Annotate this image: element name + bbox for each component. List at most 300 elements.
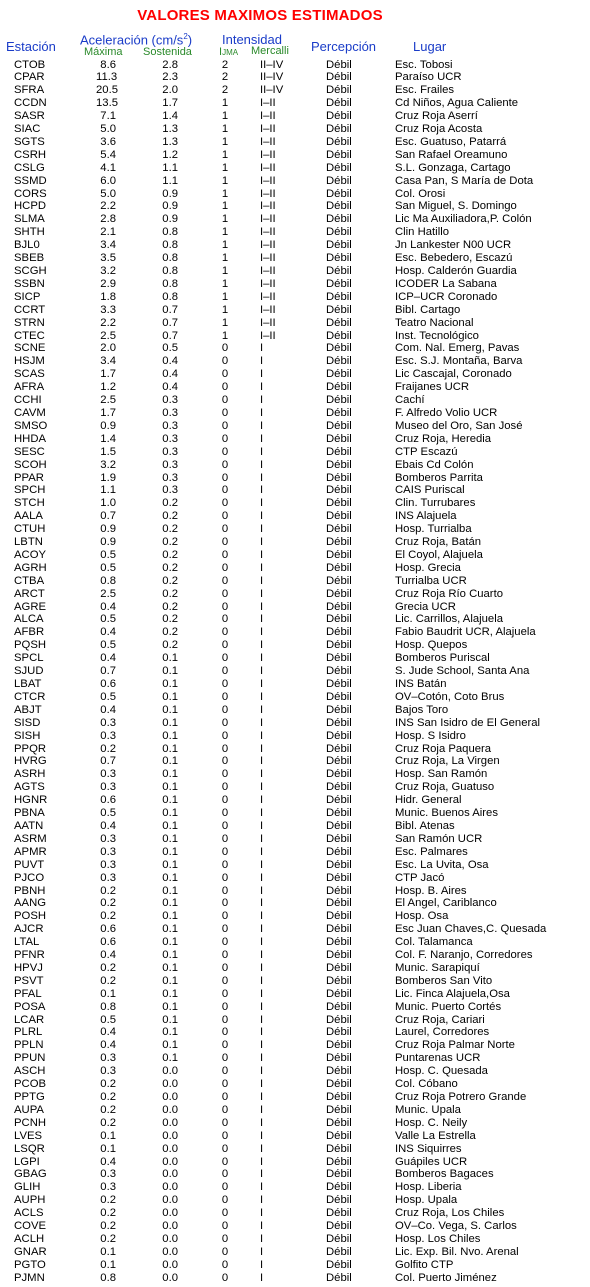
location: Puntarenas UCR xyxy=(395,1052,481,1065)
mercalli-intensity: I xyxy=(260,1116,264,1129)
sustained-acceleration: 0.1 xyxy=(162,1000,178,1013)
ijma-intensity: 1 xyxy=(221,213,229,226)
ijma-intensity: 1 xyxy=(221,110,229,123)
station-code: AGRH xyxy=(14,561,47,574)
location: Munic. Buenos Aires xyxy=(395,807,498,820)
station-code: ASRM xyxy=(14,832,47,845)
table-row xyxy=(0,1233,590,1246)
ijma-intensity: 0 xyxy=(221,781,229,794)
sustained-acceleration: 0.1 xyxy=(162,845,178,858)
ijma-intensity: 0 xyxy=(221,923,229,936)
station-code: CCDN xyxy=(14,97,47,110)
perception: Débil xyxy=(326,419,352,432)
table-row xyxy=(0,885,590,898)
station-code: CTCR xyxy=(14,690,46,703)
mercalli-intensity: I–II xyxy=(260,97,276,110)
max-acceleration: 3.2 xyxy=(100,265,116,277)
sustained-acceleration: 0.2 xyxy=(162,600,178,613)
ijma-intensity: 0 xyxy=(221,381,229,394)
station-code: GNAR xyxy=(14,1245,47,1258)
station-code: PJCO xyxy=(14,871,45,884)
page-title: VALORES MAXIMOS ESTIMADOS xyxy=(137,7,383,24)
station-code: SCAS xyxy=(14,368,45,381)
station-code: SLMA xyxy=(14,213,45,226)
ijma-intensity: 1 xyxy=(221,329,229,342)
station-code: AGTS xyxy=(14,781,45,794)
location: Cruz Roja Potrero Grande xyxy=(395,1091,527,1103)
table-row xyxy=(0,910,590,923)
table-row xyxy=(0,368,590,381)
station-code: SSBN xyxy=(14,277,45,290)
station-code: PCOB xyxy=(14,1078,47,1091)
perception: Débil xyxy=(326,123,352,136)
station-code: SISH xyxy=(14,729,41,742)
perception: Débil xyxy=(326,316,352,329)
location: Munic. Puerto Cortés xyxy=(395,1000,502,1013)
max-acceleration: 0.9 xyxy=(100,536,116,549)
mercalli-intensity: I xyxy=(260,497,264,510)
max-acceleration: 0.3 xyxy=(100,781,116,794)
mercalli-intensity: I xyxy=(260,716,264,729)
mercalli-intensity: I xyxy=(260,600,264,613)
ijma-intensity: 0 xyxy=(221,1039,229,1052)
perception: Débil xyxy=(326,174,352,187)
table-row xyxy=(0,304,590,317)
ijma-intensity: 0 xyxy=(221,587,229,600)
station-code: CCHI xyxy=(14,394,42,407)
mercalli-intensity: I xyxy=(260,536,264,549)
sustained-acceleration: 1.2 xyxy=(162,148,178,161)
station-code: ASCH xyxy=(14,1065,46,1078)
station-code: AGRE xyxy=(14,600,47,613)
mercalli-intensity: I xyxy=(260,1013,264,1026)
station-code: ASRH xyxy=(14,768,46,781)
table-row xyxy=(0,226,590,239)
sustained-acceleration: 1.3 xyxy=(162,123,178,136)
table-row xyxy=(0,110,590,123)
sustained-acceleration: 0.3 xyxy=(162,419,178,432)
station-code: PSVT xyxy=(14,974,44,987)
ijma-intensity: 0 xyxy=(221,1194,229,1207)
ijma-intensity: 1 xyxy=(221,148,229,161)
location: Cruz Roja, La Virgen xyxy=(395,755,500,768)
ijma-intensity: 0 xyxy=(221,497,229,510)
table-row xyxy=(0,1104,590,1117)
location: Ebais Cd Colón xyxy=(395,458,474,471)
station-code: PFAL xyxy=(14,987,42,1000)
mercalli-intensity: II–IV xyxy=(260,58,284,71)
table-row xyxy=(0,59,590,72)
location: Cd Niños, Agua Caliente xyxy=(395,97,519,110)
sustained-acceleration: 0.0 xyxy=(162,1091,178,1103)
perception: Débil xyxy=(326,626,352,639)
perception: Débil xyxy=(326,1091,352,1103)
mercalli-intensity: I xyxy=(260,729,264,742)
perception: Débil xyxy=(326,703,352,716)
station-code: LVES xyxy=(14,1129,43,1142)
sustained-acceleration: 0.3 xyxy=(162,484,178,497)
ijma-intensity: 0 xyxy=(221,639,229,652)
max-acceleration: 13.5 xyxy=(96,97,118,110)
ijma-intensity: 0 xyxy=(221,458,229,471)
ijma-intensity: 1 xyxy=(221,200,229,213)
ijma-intensity: 1 xyxy=(221,252,229,265)
perception: Débil xyxy=(326,613,352,626)
location: Bomberos Bagaces xyxy=(395,1168,494,1181)
table-row xyxy=(0,859,590,872)
max-acceleration: 8.6 xyxy=(100,58,116,71)
max-acceleration: 0.1 xyxy=(100,1142,116,1155)
max-acceleration: 5.0 xyxy=(100,187,116,200)
table-row xyxy=(0,1207,590,1220)
perception: Débil xyxy=(326,652,352,665)
mercalli-intensity: I xyxy=(260,368,264,381)
sustained-acceleration: 1.1 xyxy=(162,174,178,187)
ijma-intensity: 0 xyxy=(221,794,229,807)
table-row xyxy=(0,394,590,407)
mercalli-intensity: I xyxy=(260,458,264,471)
sustained-acceleration: 0.1 xyxy=(162,665,178,678)
location: OV–Co. Vega, S. Carlos xyxy=(395,1220,517,1233)
ijma-intensity: 0 xyxy=(221,613,229,626)
mercalli-intensity: I xyxy=(260,381,264,394)
perception: Débil xyxy=(326,690,352,703)
station-code: LCAR xyxy=(14,1013,45,1026)
sustained-acceleration: 0.1 xyxy=(162,923,178,936)
station-code: ABJT xyxy=(14,703,42,716)
station-code: PJMN xyxy=(14,1271,45,1284)
ijma-intensity: 0 xyxy=(221,987,229,1000)
mercalli-intensity: I xyxy=(260,561,264,574)
mercalli-intensity: I xyxy=(260,355,264,368)
table-row xyxy=(0,768,590,781)
table-row xyxy=(0,872,590,885)
max-acceleration: 2.0 xyxy=(100,342,116,355)
sustained-acceleration: 0.3 xyxy=(162,432,178,445)
station-code: LBAT xyxy=(14,678,42,690)
perception: Débil xyxy=(326,187,352,200)
location: Hosp. Los Chiles xyxy=(395,1232,481,1245)
sustained-acceleration: 0.1 xyxy=(162,819,178,832)
perception: Débil xyxy=(326,84,352,97)
table-row xyxy=(0,355,590,368)
location: Bomberos Parrita xyxy=(395,471,483,484)
station-code: HGNR xyxy=(14,794,48,807)
ijma-intensity: 0 xyxy=(221,652,229,665)
table-row xyxy=(0,588,590,601)
mercalli-intensity: I xyxy=(260,1129,264,1142)
mercalli-intensity: I xyxy=(260,626,264,639)
max-acceleration: 2.1 xyxy=(100,226,116,239)
sustained-acceleration: 0.1 xyxy=(162,1013,178,1026)
station-code: AUPA xyxy=(14,1103,44,1116)
mercalli-intensity: I xyxy=(260,1091,264,1103)
location: INS Siquirres xyxy=(395,1142,462,1155)
ijma-intensity: 0 xyxy=(221,1245,229,1258)
station-code: PCNH xyxy=(14,1116,47,1129)
sustained-acceleration: 0.4 xyxy=(162,368,178,381)
max-acceleration: 0.4 xyxy=(100,600,116,613)
table-row xyxy=(0,820,590,833)
perception: Débil xyxy=(326,678,352,690)
mercalli-intensity: I xyxy=(260,1207,264,1220)
location: Lic. Exp. Bil. Nvo. Arenal xyxy=(395,1245,519,1258)
table-row xyxy=(0,988,590,1001)
ijma-intensity: 0 xyxy=(221,510,229,523)
sustained-acceleration: 0.0 xyxy=(162,1207,178,1220)
station-code: HSJM xyxy=(14,355,45,368)
max-acceleration: 0.4 xyxy=(100,1155,116,1168)
table-row xyxy=(0,136,590,149)
location: S. Jude School, Santa Ana xyxy=(395,665,530,678)
location: Casa Pan, S María de Dota xyxy=(395,174,534,187)
perception: Débil xyxy=(326,923,352,936)
mercalli-intensity: I xyxy=(260,523,264,536)
perception: Débil xyxy=(326,961,352,974)
ijma-intensity: 0 xyxy=(221,548,229,561)
ijma-intensity: 1 xyxy=(221,97,229,110)
table-row xyxy=(0,342,590,355)
ijma-intensity: 1 xyxy=(221,226,229,239)
perception: Débil xyxy=(326,265,352,277)
location: Cruz Roja, Cariari xyxy=(395,1013,485,1026)
table-row xyxy=(0,239,590,252)
max-acceleration: 0.2 xyxy=(100,897,116,910)
max-acceleration: 0.8 xyxy=(100,1271,116,1284)
table-row xyxy=(0,1194,590,1207)
max-acceleration: 1.0 xyxy=(100,497,116,510)
ijma-intensity: 1 xyxy=(221,277,229,290)
perception: Débil xyxy=(326,1207,352,1220)
mercalli-intensity: I xyxy=(260,1078,264,1091)
max-acceleration: 0.5 xyxy=(100,548,116,561)
table-row xyxy=(0,149,590,162)
table-row xyxy=(0,1130,590,1143)
ijma-intensity: 0 xyxy=(221,1052,229,1065)
ijma-intensity: 1 xyxy=(221,187,229,200)
max-acceleration: 3.5 xyxy=(100,252,116,265)
station-code: POSH xyxy=(14,910,47,923)
station-code: CAVM xyxy=(14,406,46,419)
table-row xyxy=(0,1001,590,1014)
max-acceleration: 0.2 xyxy=(100,974,116,987)
ijma-intensity: 0 xyxy=(221,858,229,871)
station-code: PUVT xyxy=(14,858,45,871)
station-code: CTOB xyxy=(14,58,46,71)
ijma-intensity: 0 xyxy=(221,1116,229,1129)
sustained-acceleration: 0.0 xyxy=(162,1155,178,1168)
ijma-intensity: 0 xyxy=(221,690,229,703)
location: Paraíso UCR xyxy=(395,71,462,84)
sustained-acceleration: 0.1 xyxy=(162,910,178,923)
mercalli-intensity: I xyxy=(260,884,264,897)
perception: Débil xyxy=(326,200,352,213)
station-code: PBNH xyxy=(14,884,46,897)
table-row xyxy=(0,549,590,562)
mercalli-intensity: I–II xyxy=(260,252,276,265)
perception: Débil xyxy=(326,781,352,794)
perception: Débil xyxy=(326,1271,352,1284)
perception: Débil xyxy=(326,1103,352,1116)
sustained-acceleration: 1.7 xyxy=(162,97,178,110)
station-code: PPLN xyxy=(14,1039,44,1052)
table-row xyxy=(0,1117,590,1130)
max-acceleration: 1.7 xyxy=(100,406,116,419)
sustained-acceleration: 0.0 xyxy=(162,1258,178,1271)
table-row xyxy=(0,252,590,265)
perception: Débil xyxy=(326,406,352,419)
perception: Débil xyxy=(326,1194,352,1207)
max-acceleration: 2.5 xyxy=(100,329,116,342)
mercalli-intensity: I xyxy=(260,510,264,523)
table-row xyxy=(0,330,590,343)
station-code: AALA xyxy=(14,510,43,523)
location: Hosp. Turrialba xyxy=(395,523,472,536)
perception: Débil xyxy=(326,755,352,768)
mercalli-intensity: I xyxy=(260,1155,264,1168)
mercalli-intensity: I xyxy=(260,819,264,832)
location: ICP–UCR Coronado xyxy=(395,290,498,303)
station-code: CTEC xyxy=(14,329,45,342)
table-row xyxy=(0,213,590,226)
station-code: CTUH xyxy=(14,523,46,536)
table-row xyxy=(0,317,590,330)
table-row xyxy=(0,497,590,510)
location: Cruz Roja, Los Chiles xyxy=(395,1207,505,1220)
table-row xyxy=(0,601,590,614)
table-row xyxy=(0,1065,590,1078)
location: Col. F. Naranjo, Corredores xyxy=(395,949,533,962)
max-acceleration: 11.3 xyxy=(96,71,118,84)
max-acceleration: 0.6 xyxy=(100,678,116,690)
perception: Débil xyxy=(326,561,352,574)
sustained-acceleration: 0.1 xyxy=(162,871,178,884)
sustained-acceleration: 0.1 xyxy=(162,678,178,690)
mercalli-intensity: I xyxy=(260,742,264,755)
sustained-acceleration: 0.2 xyxy=(162,510,178,523)
perception: Débil xyxy=(326,1078,352,1091)
perception: Débil xyxy=(326,1155,352,1168)
max-acceleration: 2.9 xyxy=(100,277,116,290)
location: Bibl. Atenas xyxy=(395,819,455,832)
location: Hosp. Calderón Guardia xyxy=(395,265,517,277)
max-acceleration: 4.1 xyxy=(100,161,116,174)
max-acceleration: 0.7 xyxy=(100,510,116,523)
max-acceleration: 0.2 xyxy=(100,884,116,897)
ijma-intensity: 0 xyxy=(221,807,229,820)
sustained-acceleration: 0.1 xyxy=(162,690,178,703)
perception: Débil xyxy=(326,58,352,71)
perception: Débil xyxy=(326,161,352,174)
mercalli-intensity: I–II xyxy=(260,290,276,303)
ijma-intensity: 0 xyxy=(221,665,229,678)
location: Jn Lankester N00 UCR xyxy=(395,239,512,252)
ijma-intensity: 0 xyxy=(221,678,229,690)
mercalli-intensity: I xyxy=(260,613,264,626)
max-acceleration: 0.5 xyxy=(100,690,116,703)
station-code: PBNA xyxy=(14,807,45,820)
max-acceleration: 0.5 xyxy=(100,639,116,652)
mercalli-intensity: I–II xyxy=(260,226,276,239)
table-row xyxy=(0,510,590,523)
station-code: SCNE xyxy=(14,342,46,355)
ijma-intensity: 0 xyxy=(221,484,229,497)
max-acceleration: 0.5 xyxy=(100,561,116,574)
sustained-acceleration: 0.1 xyxy=(162,987,178,1000)
max-acceleration: 3.4 xyxy=(100,239,116,252)
location: Grecia UCR xyxy=(395,600,456,613)
ijma-intensity: 0 xyxy=(221,910,229,923)
table-row xyxy=(0,652,590,665)
sustained-acceleration: 0.2 xyxy=(162,574,178,587)
max-acceleration: 0.8 xyxy=(100,574,116,587)
station-code: LGPI xyxy=(14,1155,40,1168)
location: Cruz Roja Palmar Norte xyxy=(395,1039,515,1052)
ijma-intensity: 0 xyxy=(221,961,229,974)
max-acceleration: 0.2 xyxy=(100,1078,116,1091)
table-row xyxy=(0,807,590,820)
perception: Débil xyxy=(326,987,352,1000)
ijma-intensity: 0 xyxy=(221,1103,229,1116)
max-acceleration: 0.1 xyxy=(100,1245,116,1258)
ijma-intensity: 0 xyxy=(221,755,229,768)
max-acceleration: 0.4 xyxy=(100,703,116,716)
perception: Débil xyxy=(326,536,352,549)
location: Hosp. Liberia xyxy=(395,1181,462,1194)
ijma-intensity: 0 xyxy=(221,1220,229,1233)
location: Lic Ma Auxiliadora,P. Colón xyxy=(395,213,532,226)
location: Munic. Upala xyxy=(395,1103,461,1116)
perception: Débil xyxy=(326,110,352,123)
perception: Débil xyxy=(326,226,352,239)
max-acceleration: 0.4 xyxy=(100,652,116,665)
max-acceleration: 1.8 xyxy=(100,290,116,303)
station-code: ALCA xyxy=(14,613,44,626)
location: ICODER La Sabana xyxy=(395,277,497,290)
table-row xyxy=(0,936,590,949)
station-code: SHTH xyxy=(14,226,45,239)
max-acceleration: 0.3 xyxy=(100,768,116,781)
sustained-acceleration: 0.0 xyxy=(162,1232,178,1245)
station-code: PLRL xyxy=(14,1026,43,1039)
max-acceleration: 0.2 xyxy=(100,1232,116,1245)
sustained-acceleration: 0.2 xyxy=(162,613,178,626)
location: Esc. Frailes xyxy=(395,84,455,97)
max-acceleration: 0.4 xyxy=(100,949,116,962)
perception: Débil xyxy=(326,1258,352,1271)
location: Clin Hatillo xyxy=(395,226,449,239)
perception: Débil xyxy=(326,252,352,265)
location: Col. Cóbano xyxy=(395,1078,458,1091)
perception: Débil xyxy=(326,768,352,781)
sustained-acceleration: 0.4 xyxy=(162,355,178,368)
station-code: HHDA xyxy=(14,432,47,445)
ijma-intensity: 0 xyxy=(221,445,229,458)
max-acceleration: 0.3 xyxy=(100,1052,116,1065)
station-code: SJUD xyxy=(14,665,44,678)
location: Cruz Roja Aserrí xyxy=(395,110,478,123)
max-acceleration: 0.5 xyxy=(100,613,116,626)
ijma-intensity: 1 xyxy=(221,316,229,329)
ijma-intensity: 0 xyxy=(221,368,229,381)
mercalli-intensity: I xyxy=(260,587,264,600)
max-acceleration: 1.7 xyxy=(100,368,116,381)
location: Col. Orosi xyxy=(395,187,446,200)
sustained-acceleration: 0.2 xyxy=(162,548,178,561)
location: INS Batán xyxy=(395,678,447,690)
perception: Débil xyxy=(326,135,352,148)
location: Fabio Baudrit UCR, Alajuela xyxy=(395,626,536,639)
